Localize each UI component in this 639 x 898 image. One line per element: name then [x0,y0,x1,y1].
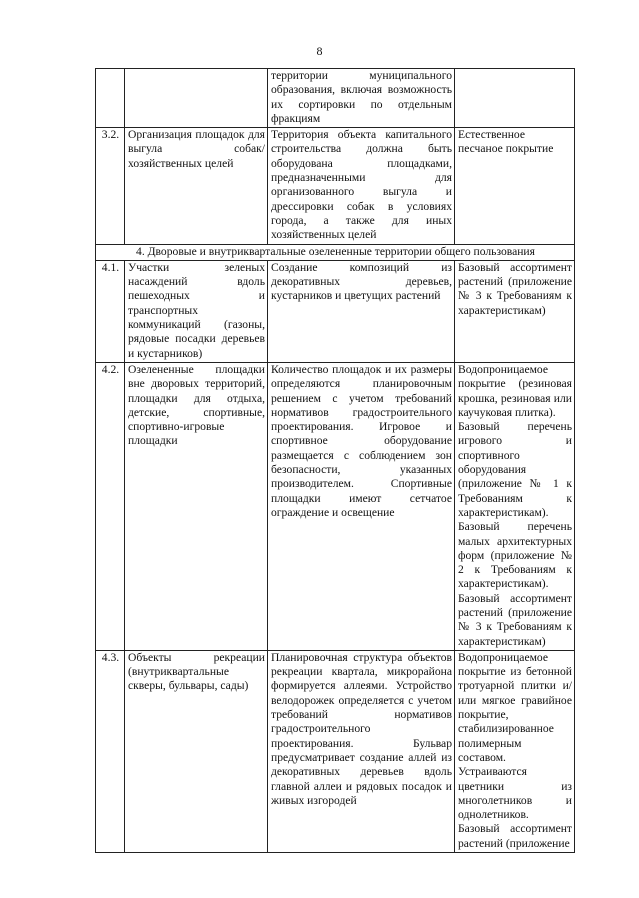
requirement-paragraph: Базовый перечень малых архитектурных форм (приложение № 2 к Требованиям к характеристикам). [458,520,572,591]
row-number: 4.1. [96,260,125,362]
object-cell: Организация площадок для выгула собак/хозяйственных целей [125,128,268,244]
page-number: 8 [316,44,323,58]
requirement-paragraph: Водопроницаемое покрытие из бетонной тротуарной плитки и/или мягкое гравийное покрытие, стабилизированное полимерным составом. Устраиваются цветники из многолетников и однолетников. [458,650,572,822]
object-cell: Участки зеленых насаждений вдоль пешеходных и транспортных коммуникаций (газоны, рядовые посадки деревьев и кустарников) [125,260,268,362]
requirements-cell [455,69,575,128]
requirements-cell: Естественное песчаное покрытие [455,128,575,244]
row-number: 4.3. [96,650,125,852]
row-number: 3.2. [96,128,125,244]
requirements-table [95,68,575,853]
object-cell: Объекты рекреации (внутриквартальные скверы, бульвары, сады) [125,650,268,852]
table-row [96,650,575,852]
row-number: 4.2. [96,362,125,650]
table-row [96,260,575,362]
requirements-cell [455,650,575,852]
object-cell [125,69,268,128]
description-cell: Создание композиций из декоративных деревьев, кустарников и цветущих растений [268,260,455,362]
table-row [96,362,575,650]
table-row [96,128,575,244]
requirement-paragraph: Базовый перечень игрового и спортивного оборудования (приложение № 1 к Требованиям к характеристикам). [458,420,572,519]
description-cell: Планировочная структура объектов рекреации квартала, микрорайона формируется аллеями. Устройство велодорожек определяется с учетом требований нормативов градостроительного проектирования. Бульвар предусматривает создание аллей из декоративных деревьев вдоль главной аллеи и рядовых посадок и живых изгородей [268,650,455,852]
description-cell: Количество площадок и их размеры определяются планировочным решением с учетом требований нормативов градостроительного проектирования. Игровое и спортивное оборудование размещается с соблюдением зон безопасности, указанных производителем. Спортивные площадки имеют сетчатое ограждение и освещение [268,362,455,650]
requirements-cell [455,362,575,650]
requirement-paragraph: Базовый ассортимент растений (приложение № 3 к Требованиям к характеристикам) [458,591,572,648]
table-row [96,69,575,128]
requirement-paragraph: Базовый ассортимент растений (приложение [458,822,572,850]
requirements-cell [455,260,575,362]
description-cell: территории муниципального образования, включая возможность их сортировки по отдельным фракциям [268,69,455,128]
description-cell: Территория объекта капитального строительства должна быть оборудована площадками, предназначенными для организованного выгула и дрессировки собак в условиях города, а также для иных хозяйственных целей [268,128,455,244]
object-cell: Озелененные площадки вне дворовых территорий, площадки для отдыха, детские, спортивные, спортивно-игровые площадки [125,362,268,650]
section-heading-row [96,244,575,260]
requirement-paragraph: Водопроницаемое покрытие (резиновая крошка, резиновая или каучуковая плитка). [458,362,572,419]
requirement-paragraph: Базовый ассортимент растений (приложение № 3 к Требованиям к характеристикам) [458,260,572,317]
row-number [96,69,125,128]
section-heading: 4. Дворовые и внутриквартальные озелененные территории общего пользования [96,244,575,260]
